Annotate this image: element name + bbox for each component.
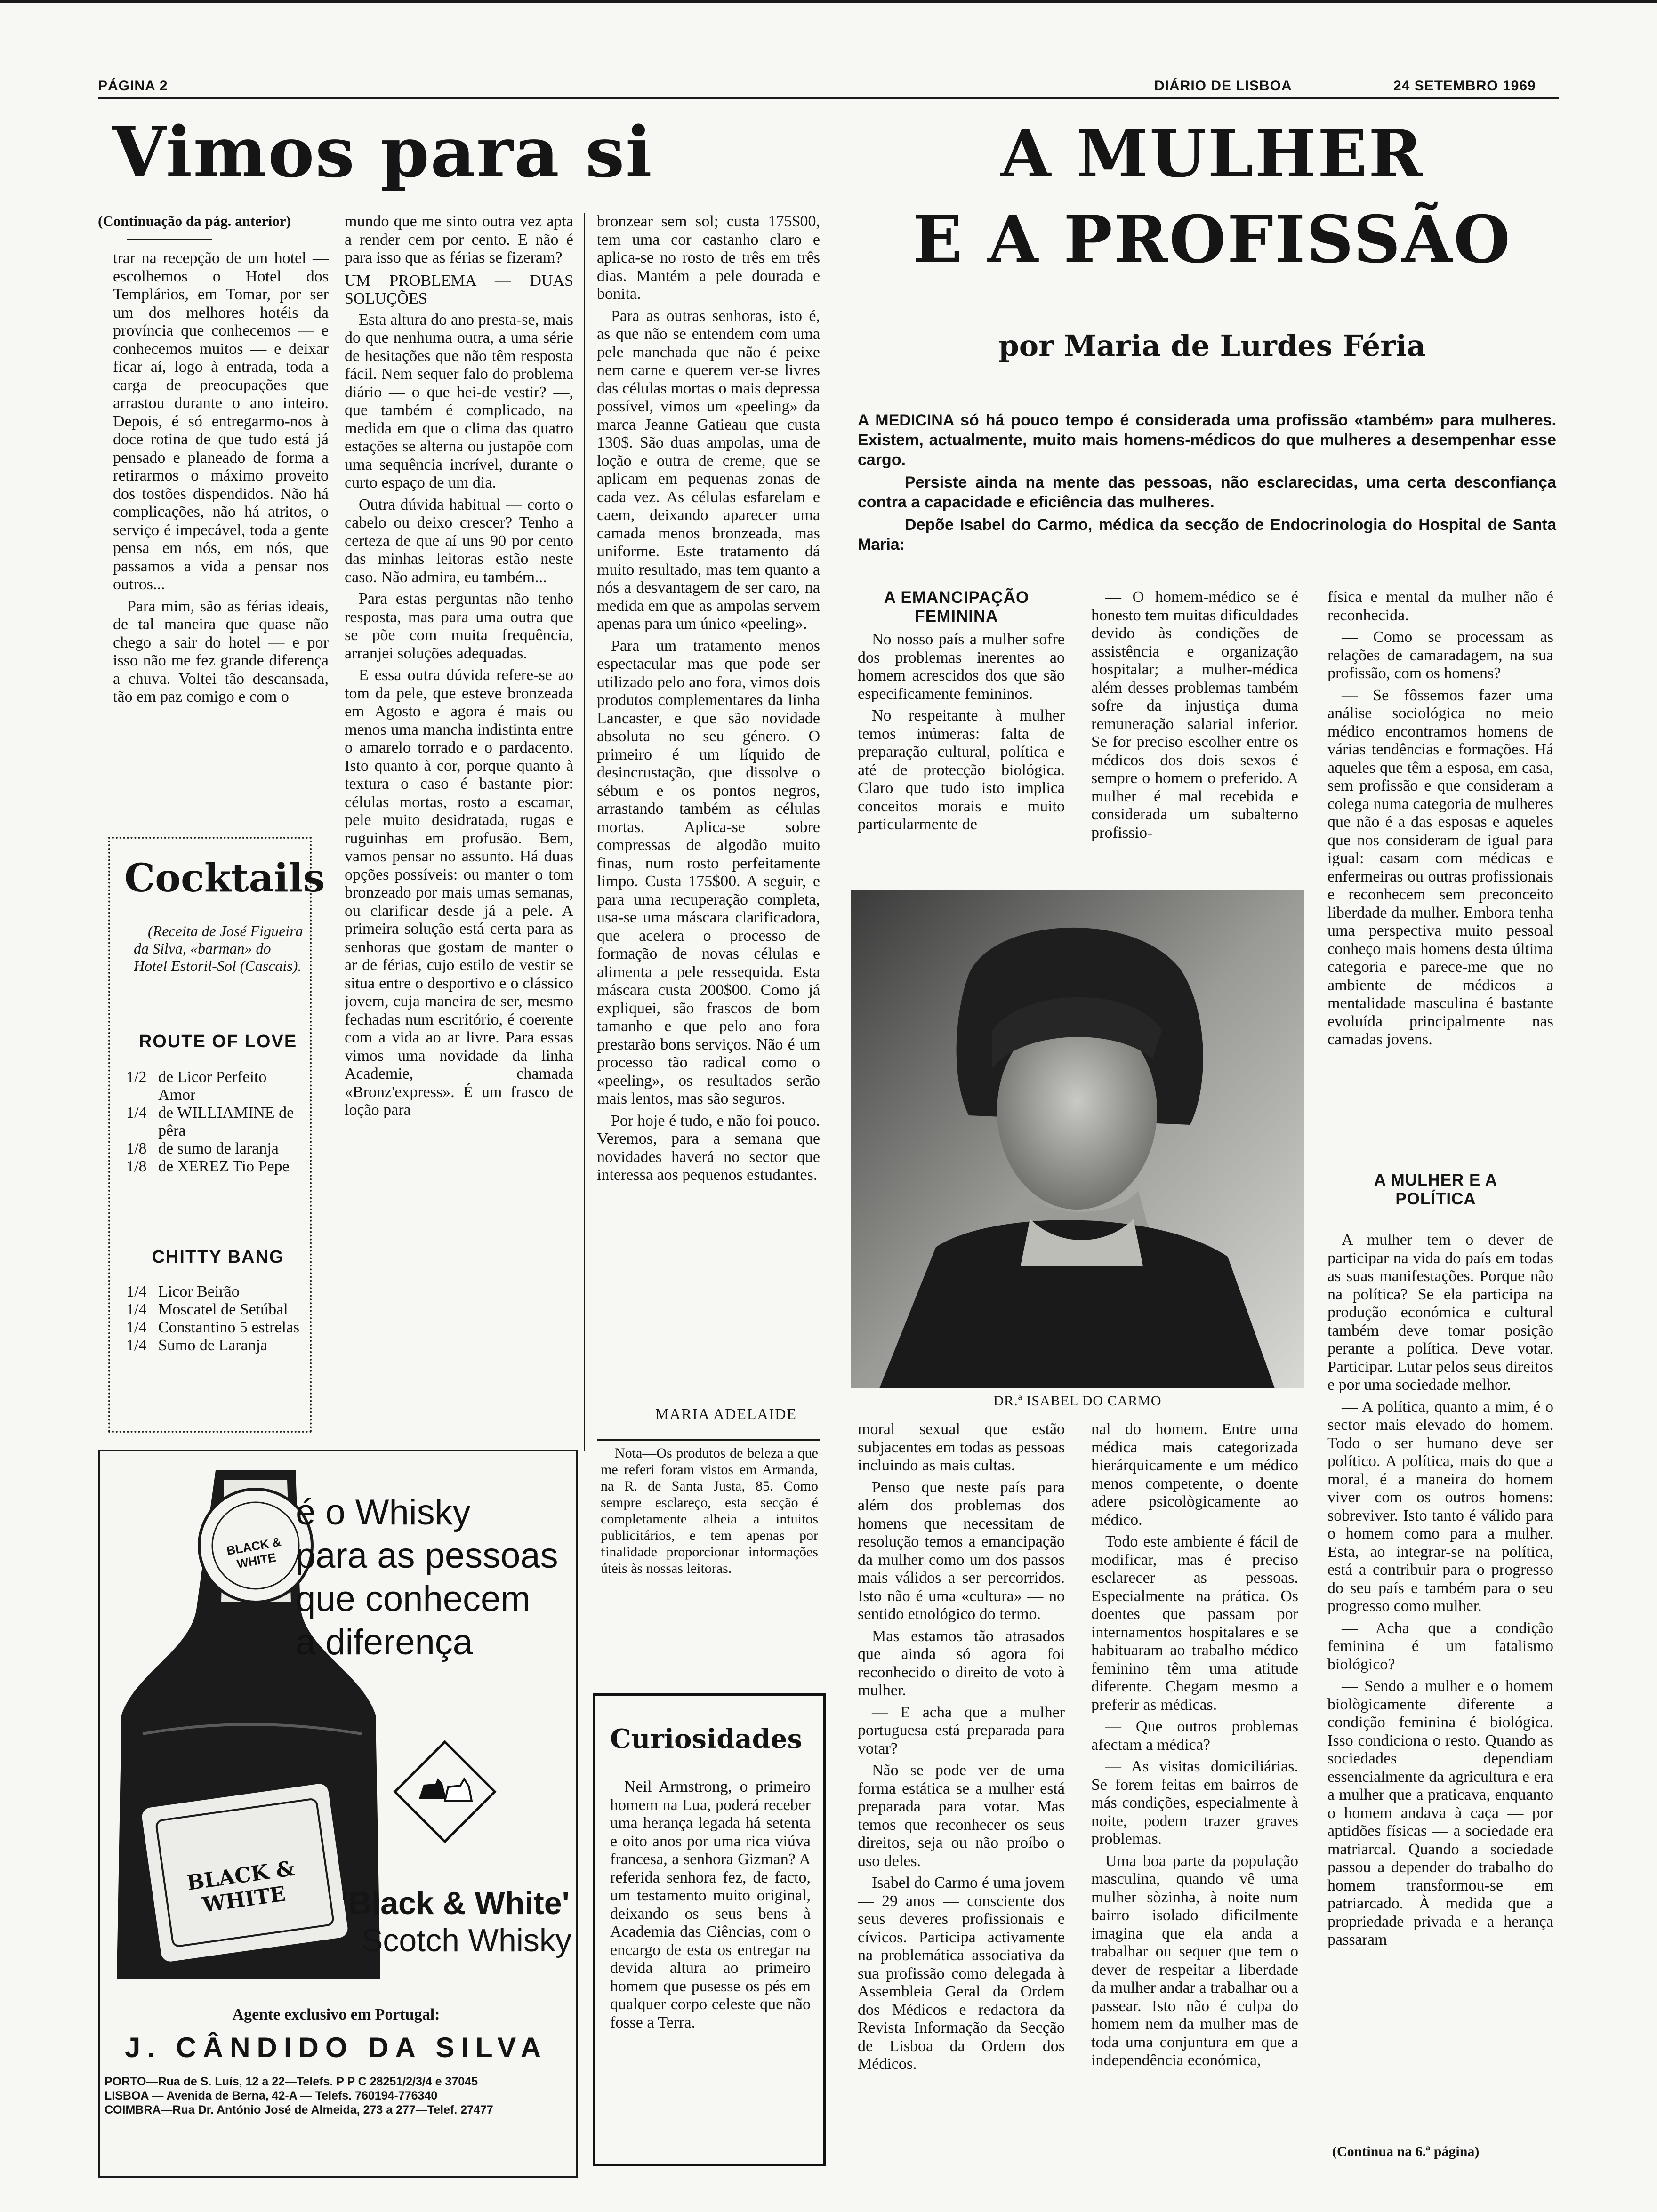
newspaper-name: DIÁRIO DE LISBOA [1154,78,1292,94]
subheading: UM PROBLEMA — DUAS SOLUÇÕES [345,272,573,307]
advert-product: Scotch Whisky [362,1923,571,1958]
curiosidades-title: Curiosidades [610,1723,802,1755]
recipe-chitty-bang [126,1283,305,1354]
left-article-column-2: mundo que me sinto outra vez apta a render cem por cento. E não é para isso que as férias se fizeram? UM PROBLEMA — DUAS SOLUÇÕES Esta altura do ano presta-se, mais do que nenhuma outra, a uma série de hesitações que não têm resposta fácil. Nem sequer falo do problema diário — o que hei-de vestir? —, que também é complicado, na medida em que o clima das quatro estações se alterna ou justapõe com uma sequência incrível, durante o curto espaço de um dia. Outra dúvida habitual — corto o cabelo ou deixo crescer? Tenho a certeza de que aí uns 90 por cento das minhas leitoras estão neste caso. Não admira, eu também... Para estas perguntas não tenho resposta, mas para uma outra que se põe com muita frequência, arranjei soluções adequadas. E essa outra dúvida refere-se ao tom da pele, que esteve bronzeada em Agosto e agora é mais ou menos uma mancha indistinta entre o amarelo torrado e o pardacento. Isto quanto à cor, porque quanto à textura o caso é bastante pior: células mortas, rosto a escamar, pele muito desidratada, rugas e ruguinhas em profusão. Bem, vamos pensar no assunto. Há duas opções possíveis: ou manter o tom bronzeado por mais umas semanas, ou clarificar desde já a pele. A primeira solução está certa para as senhoras que gostam de manter o ar de férias, cujo estilo de vestir se situa entre o desportivo e o clássico jovem, cuja maneira de ser, mesmo fechadas num escritório, é coerente com a vida ao ar livre. Para essas vimos uma novidade da linha Academie, chamada «Bronz'express». É um frasco de loção para [345,213,573,1119]
article-title-mulher: A MULHER E A PROFISSÃO [912,115,1512,278]
ingredient: 1/2 de Licor Perfeito Amor [126,1068,267,1104]
article-lead: A MEDICINA só há pouco tempo é considerada uma profissão «também» para mulheres. Existem, actualmente, muito mais homens-médicos do que mulheres a desempenhar esse cargo. Persiste ainda na mente das pessoas, não esclarecidas, uma certa desconfiança contra a capacidade e eficiência das mulheres. Depõe Isabel do Carmo, médica da secção de Endocrinologia do Hospital de Santa Maria: [858,411,1556,553]
ingredient: 1/4 Sumo de Laranja [126,1337,268,1354]
cocktails-title: Cocktails [124,856,325,901]
left-article-column-3: bronzear sem sol; custa 175$00, tem uma cor castanho claro e aplica-se no rosto de três em três dias. Mantém a pele dourada e bonita. Para as outras senhoras, isto é, as que não se entendem com uma pele manchada que não é peixe nem carne e querem ver-se livres das células mortas o mais depressa possível, vimos um «peeling» da marca Jeanne Gatieau que custa 130$. São duas ampolas, uma de loção e outra de creme, que se aplicam em pequenas zonas de cada vez. As células esfarelam e caem, deixando aparecer uma camada menos bronzeada, mas uniforme. Este tratamento dá muito resultado, mas tem quanto a nós a desvantagem de ser caro, na medida em que as ampolas servem apenas para um único «peeling». Para um tratamento menos espectacular mas que pode ser utilizado pelo ano fora, vimos dois produtos complementares da linha Lancaster, e que são novidade absoluta no seu género. O primeiro é um líquido de desincrustação, que dissolve o sébum e os pontos negros, arrastando também as células mortas. Aplica-se sobre compressas de algodão muito finas, num rosto perfeitamente limpo. Custa 175$00. A seguir, e para uma recuperação completa, usa-se uma máscara clarificadora, que acelera o processo de formação de novas células e alimenta a pele ressequida. Esta máscara custa 200$00. Como já expliquei, são frascos de bom tamanho e que pelo ano fora prestarão bons serviços. Não é um processo tão radical como o «peeling», os resultados serão mais lentos, mas são seguros. Por hoje é tudo, e não foi pouco. Veremos, para a semana que novidades haverá no sector que interessa aos pequenos estudantes. [597,213,820,1184]
right-column-3-bottom: A mulher tem o dever de participar na vida do país em todas as suas manifestações. Porque não na política? Se ela participa na produção económica e cultural também deve tomar posição perante a política. Deve votar. Participar. Lutar pelos seus direitos e por uma sociedade melhor. — A política, quanto a mim, é o sector mais elevado do homem. Todo o ser humano deve ser político. A política, mais do que a moral, é a maneira do homem viver com os outros homens: sobreviver. Isto tanto é válido para o homem como para a mulher. Esta, ao integrar-se na política, está a contribuir para o progresso do seu país e também para o seu progresso como mulher. — Acha que a condição feminina é um fatalismo biológico? — Sendo a mulher e o homem biològicamente diferente a condição feminina é biológica. Isso condiciona o resto. Quando as sociedades dependiam essencialmente da agricultura e era a mulher que a praticava, enquanto o homem andava à caça — por aptidões físicas — a sociedade era matriarcal. Quando a sociedade passou a depender do trabalho do homem transformou-se em patriarcado. À medida que a propriedade privada e a herança passaram [1327,1231,1553,1948]
agent-addresses: PORTO—Rua de S. Luís, 12 a 22—Telefs. P P C 28251/2/3/4 e 37045 LISBOA — Avenida de Berna, 42-A — Telefs. 760194-776340 COIMBRA—Rua Dr. António José de Almeida, 273 a 277—Telef. 27477 [105,2075,493,2116]
advert-brand: 'Black & White' [341,1885,570,1921]
agent-name: J. CÂNDIDO DA SILVA [124,2032,548,2063]
photo-caption: DR.ª ISABEL DO CARMO [993,1393,1162,1409]
recipe-route-of-love-title: ROUTE OF LOVE [138,1032,298,1051]
left-article-column-1: trar na recepção de um hotel — escolhemos o Hotel dos Templários, em Tomar, por ser um dos melhores hotéis da província que conhecemos — e conhecemos muitos — e deixar ficar aí, logo à entrada, toda a carga de preocupações que arrastou durante o ano inteiro. Depois, é só entregarmo-nos à doce rotina de que tudo está já pensado e planeado de forma a retirarmos o máximo proveito dos tostões dispendidos. Não há complicações, não há atritos, o serviço é impecável, toda a gente pensa em nós, em nós, que passamos a vida a pensar nos outros... Para mim, são as férias ideais, de tal maneira que quase não chego a sair do hotel — e por isso não me fez grande diferença a chuva. Voltei tão descansada, tão em paz comigo e com o [113,249,329,705]
section-heading-politica: A MULHER E A POLÍTICA [1374,1171,1498,1208]
ingredient: 1/8 de sumo de laranja [126,1140,279,1157]
column-separator [584,213,585,1451]
right-column-2-bottom: nal do homem. Entre uma médica mais categorizada hierárquicamente e um médico menos competente, o doente adere psicològicamente ao médico. Todo este ambiente é fácil de modificar, mas é preciso esclarecer as pessoas. Especialmente na prática. Os doentes que passam por internamentos hospitalares e se habituaram ao trabalho médico feminino têm uma atitude diferente. Chegam mesmo a preferir as médicas. — Que outros problemas afectam a médica? — As visitas domiciliárias. Se forem feitas em bairros de más condições, especialmente à noite, podem trazer graves problemas. Uma boa parte da população masculina, quando vê uma mulher sòzinha, à noite num bairro isolado dificilmente imagina que ela anda a trabalhar ou sequer que tem o dever de respeitar a liberdade da mulher andar a trabalhar ou a passear. Isto não é culpa do homem nem da mulher mas de toda uma conjuntura em que a independência económica, [1091,1420,1298,2069]
right-column-1-bottom: moral sexual que estão subjacentes em todas as pessoas incluindo as mais cultas. Penso que neste país para além dos problemas dos homens que necessitam de resolução temos a emancipação da mulher como um dos passos mais válidos a ser percorridos. Isto não é uma «cultura» — no sentido etnológico do termo. Mas estamos tão atrasados que ainda só agora foi reconhecido o direito de voto à mulher. — E acha que a mulher portuguesa está preparada para votar? Não se pode ver de uma forma estática se a mulher está preparada para votar. Mas temos que reconhecer os seus direitos, seja ou não proíbo o uso deles. Isabel do Carmo é uma jovem — 29 anos — consciente dos seus deveres profissionais e cívicos. Participa activamente na problemática associativa da sua profissão como delegada à Assembleia Geral da Ordem dos Médicos e redactora da Revista Informação da Secção de Lisboa da Ordem dos Médicos. [858,1420,1065,2073]
author-signature: MARIA ADELAIDE [655,1405,797,1422]
agent-label: Agente exclusivo em Portugal: [232,2006,440,2023]
ingredient: 1/4 Licor Beirão [126,1283,240,1300]
scottie-dogs-emblem [391,1738,499,1846]
ingredient: 1/4 Moscatel de Setúbal [126,1301,288,1318]
curiosidades-text: Neil Armstrong, o primeiro homem na Lua, poderá receber uma herança legada há setenta e oito anos por uma rica viúva francesa, a senhora Gizman? A referida senhora fez, de facto, um testamento muito original, deixando os seus bens à Academia das Ciências, com o encargo de esta os entregar na devida altura ao primeiro homem que pusesse os pés em qualquer corpo celeste que não fosse a Terra. [610,1778,811,2031]
article-title-vimos: Vimos para si [112,111,653,193]
bottle-label-text: BLACK & WHITE [185,1856,297,1917]
recipe-chitty-bang-title: CHITTY BANG [152,1247,284,1267]
top-rule [0,0,1657,3]
ingredient: 1/4 Constantino 5 estrelas [126,1319,300,1336]
right-column-3-top: física e mental da mulher não é reconhecida. — Como se processam as relações de camaradagem, na sua profissão, com os homens? — Se fôssemos fazer uma análise sociológica no meio médico encontramos homens de várias tendências e formações. Há aqueles que têm a esposa, em casa, sem profissão e que consideram a colega numa categoria de mulheres que não é a das esposas e aqueles que nos consideram de igual para igual: casam com médicas e enfermeiras ou outras profissionais e reconhecem sem preconceito liberdade da mulher. Embora tenha uma perspectiva muito pessoal conheço mais homens desta última categoria e parece-me que no ambiente de médicos a mentalidade masculina é bastante evoluída principalmente nas camadas jovens. [1327,588,1553,1048]
product-note: Nota—Os produtos de beleza a que me referi foram vistos em Armanda, na R. de Santa Justa, 85. Como sempre esclareço, esta secção é completamente alheia a intuitos publicitários, e tem apenas por finalidade proporcionar informações úteis às nossas leitoras. [601,1445,818,1576]
ingredient: 1/4 de WILLIAMINE de pêra [126,1104,294,1139]
byline: por Maria de Lurdes Féria [998,329,1426,363]
continues-note: (Continua na 6.ª página) [1332,2144,1480,2159]
portrait-photo [851,890,1304,1388]
issue-date: 24 SETEMBRO 1969 [1393,78,1536,94]
page-number: PÁGINA 2 [98,78,168,94]
recipe-route-of-love [126,1068,305,1176]
right-column-2-top: — O homem-médico se é honesto tem muitas dificuldades devido às condições de assistência e organização hospitalar; a mulher-médica além desses problemas também sofre da injustiça duma remuneração salarial inferior. Se for preciso escolher entre os médicos dos dois sexos é sempre o homem o preferido. A mulher é mal recebida e considerada um subalterno profissio- [1091,588,1298,842]
section-heading-emancipacao: A EMANCIPAÇÃO FEMININA [884,588,1030,625]
note-rule [597,1439,820,1441]
ingredient: 1/8 de XEREZ Tio Pepe [126,1158,290,1175]
cocktails-credit: (Receita de José Figueira da Silva, «barman» do Hotel Estoril-Sol (Cascais). [134,922,303,974]
advert-headline: é o Whisky para as pessoas que conhecem a diferença [296,1492,558,1662]
right-column-1-top: No nosso país a mulher sofre dos problemas inerentes ao homem acrescidos dos que são especificamente femininos. No respeitante à mulher temos inúmeras: falta de preparação cultural, política e até de protecção biológica. Claro que tudo isto implica conceitos morais e muito particularmente de [858,631,1065,833]
header-rule [98,97,1559,99]
bottle-seal-text: BLACK & WHITE [225,1534,282,1571]
column-rule [127,239,212,240]
continuation-note: (Continuação da pág. anterior) [98,213,291,229]
